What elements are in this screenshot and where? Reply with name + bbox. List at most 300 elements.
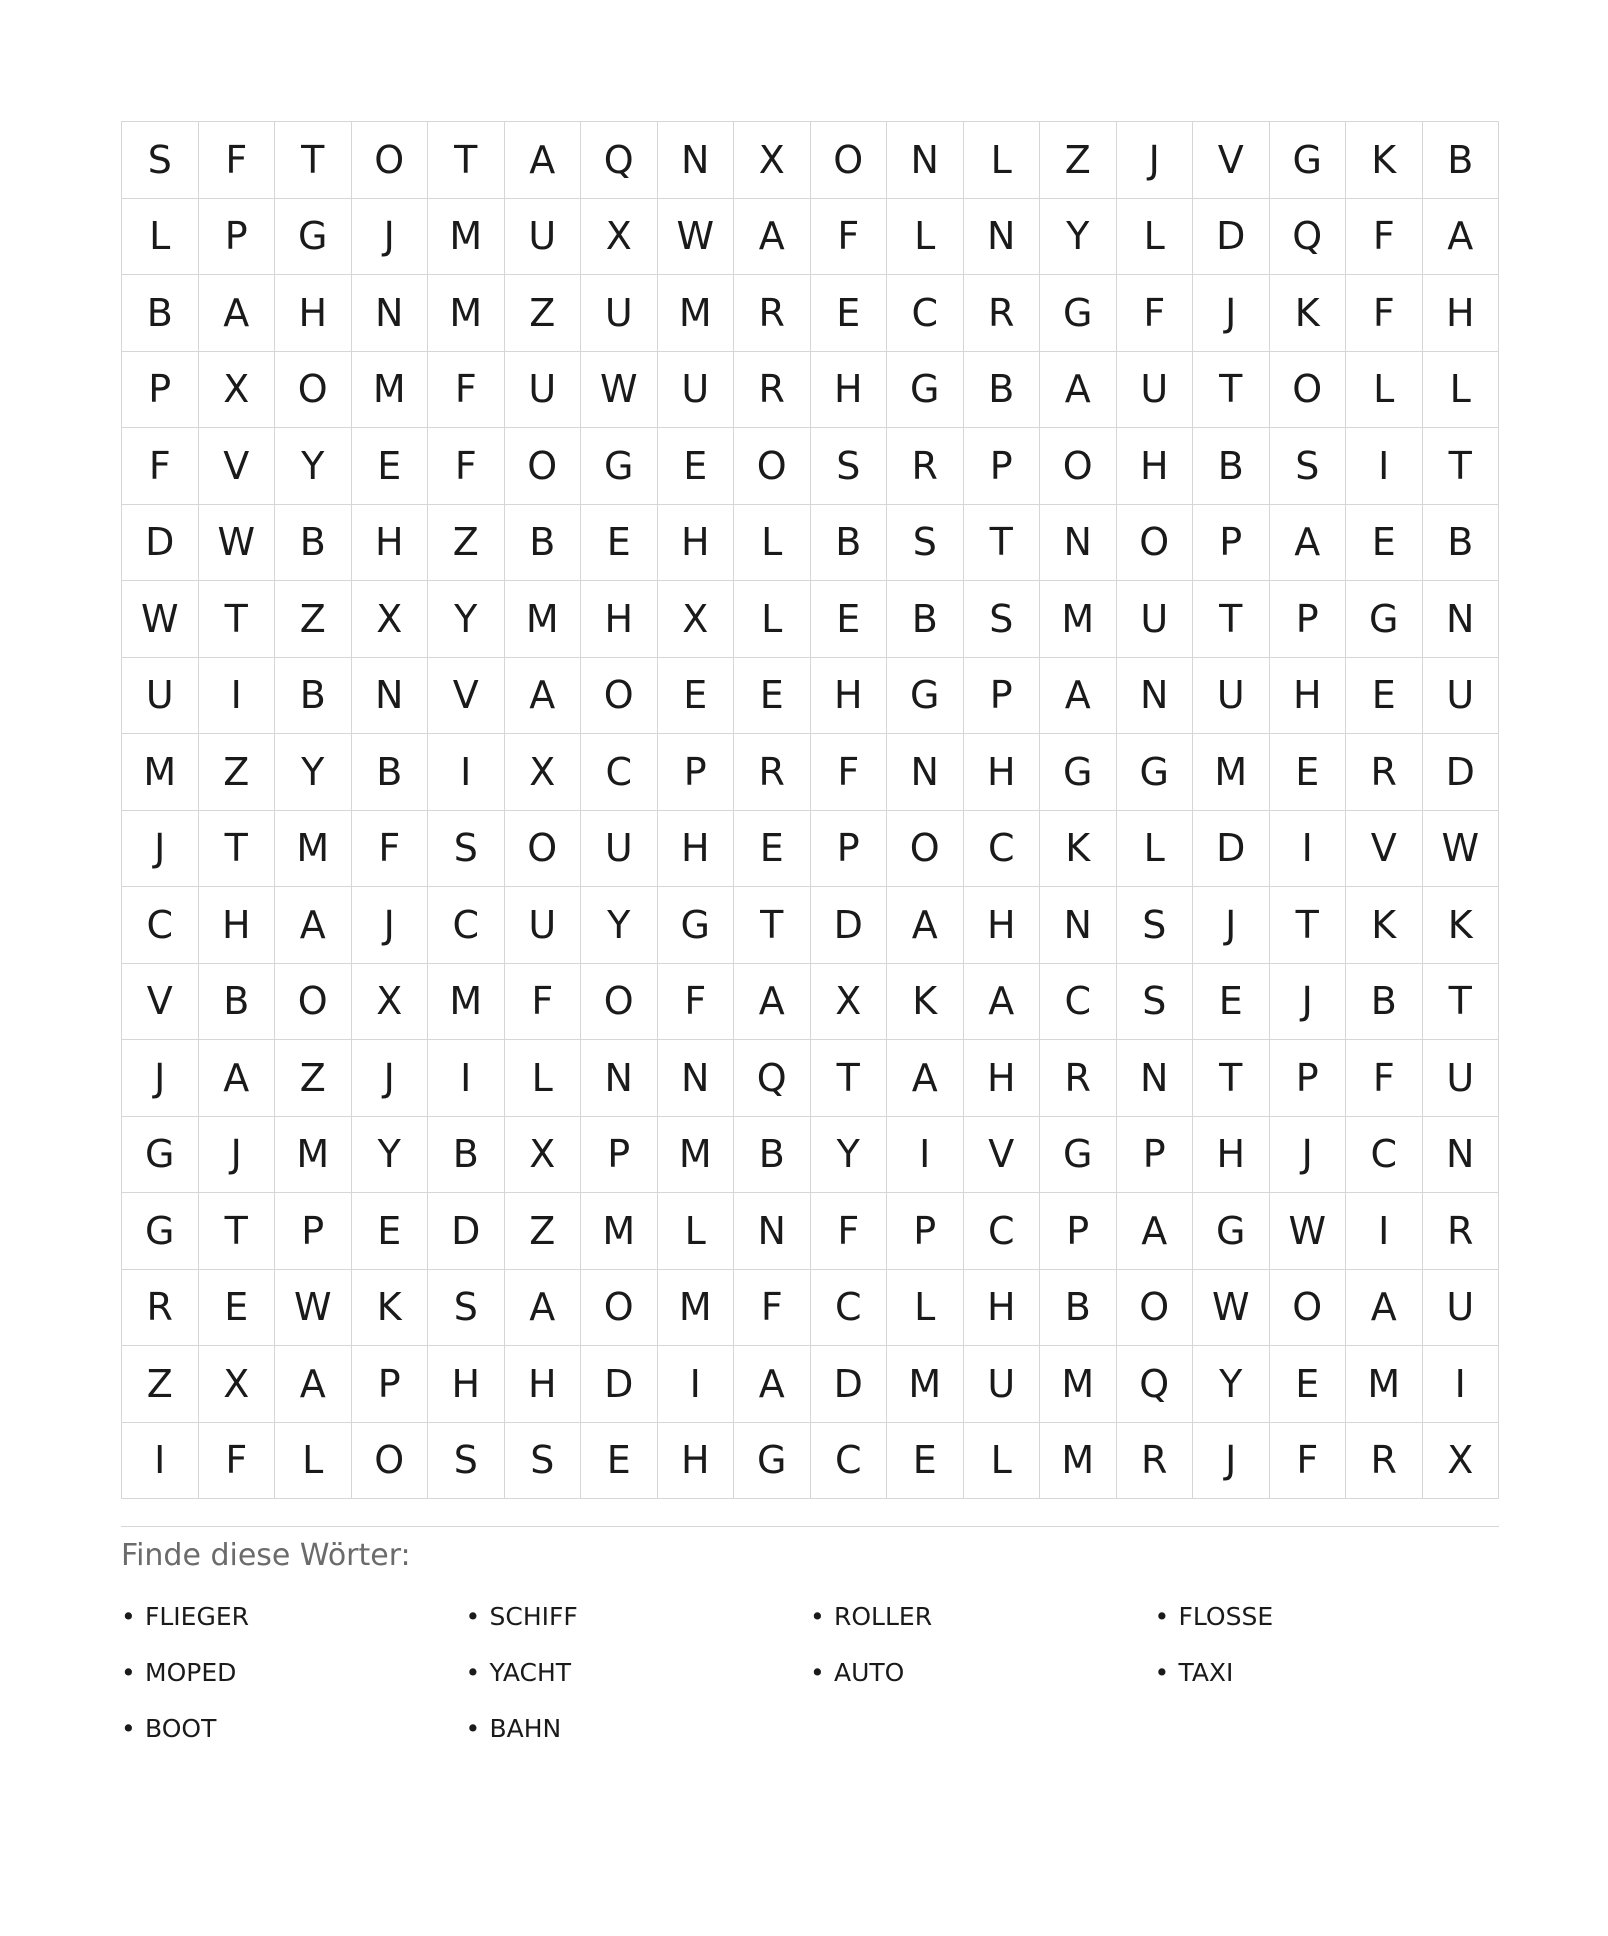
grid-cell[interactable]: D (1423, 734, 1500, 811)
grid-cell[interactable]: O (505, 428, 582, 505)
grid-cell[interactable]: T (1193, 1040, 1270, 1117)
grid-cell[interactable]: T (1193, 581, 1270, 658)
grid-cell[interactable]: B (428, 1117, 505, 1194)
grid-cell[interactable]: D (811, 887, 888, 964)
grid-cell[interactable]: J (122, 811, 199, 888)
grid-cell[interactable]: G (1040, 275, 1117, 352)
grid-cell[interactable]: H (658, 505, 735, 582)
grid-cell[interactable]: W (581, 352, 658, 429)
grid-cell[interactable]: R (122, 1270, 199, 1347)
grid-cell[interactable]: O (1270, 1270, 1347, 1347)
grid-cell[interactable]: S (428, 811, 505, 888)
grid-cell[interactable]: Z (275, 1040, 352, 1117)
grid-cell[interactable]: J (122, 1040, 199, 1117)
grid-cell[interactable]: H (581, 581, 658, 658)
grid-cell[interactable]: A (887, 1040, 964, 1117)
grid-cell[interactable]: C (581, 734, 658, 811)
grid-cell[interactable]: M (352, 352, 429, 429)
grid-cell[interactable]: G (658, 887, 735, 964)
grid-cell[interactable]: H (505, 1346, 582, 1423)
grid-cell[interactable]: K (1423, 887, 1500, 964)
grid-cell[interactable]: B (1193, 428, 1270, 505)
grid-cell[interactable]: E (1270, 734, 1347, 811)
grid-cell[interactable]: T (1423, 428, 1500, 505)
grid-cell[interactable]: Y (1040, 199, 1117, 276)
grid-cell[interactable]: L (275, 1423, 352, 1500)
grid-cell[interactable]: X (658, 581, 735, 658)
grid-cell[interactable]: I (1270, 811, 1347, 888)
grid-cell[interactable]: S (964, 581, 1041, 658)
grid-cell[interactable]: O (734, 428, 811, 505)
grid-cell[interactable]: E (199, 1270, 276, 1347)
grid-cell[interactable]: B (964, 352, 1041, 429)
grid-cell[interactable]: E (811, 275, 888, 352)
grid-cell[interactable]: Y (352, 1117, 429, 1194)
grid-cell[interactable]: Y (581, 887, 658, 964)
grid-cell[interactable]: B (734, 1117, 811, 1194)
grid-cell[interactable]: U (505, 887, 582, 964)
grid-cell[interactable]: F (1346, 275, 1423, 352)
grid-cell[interactable]: E (352, 428, 429, 505)
grid-cell[interactable]: G (1040, 1117, 1117, 1194)
grid-cell[interactable]: T (1270, 887, 1347, 964)
grid-cell[interactable]: X (811, 964, 888, 1041)
grid-cell[interactable]: E (658, 428, 735, 505)
grid-cell[interactable]: C (1346, 1117, 1423, 1194)
grid-cell[interactable]: F (428, 352, 505, 429)
grid-cell[interactable]: M (428, 275, 505, 352)
grid-cell[interactable]: T (275, 122, 352, 199)
grid-cell[interactable]: L (1346, 352, 1423, 429)
grid-cell[interactable]: U (581, 275, 658, 352)
grid-cell[interactable]: G (1346, 581, 1423, 658)
grid-cell[interactable]: U (1423, 1040, 1500, 1117)
grid-cell[interactable]: G (887, 352, 964, 429)
grid-cell[interactable]: J (352, 1040, 429, 1117)
grid-cell[interactable]: A (734, 964, 811, 1041)
grid-cell[interactable]: I (1346, 1193, 1423, 1270)
grid-cell[interactable]: T (811, 1040, 888, 1117)
grid-cell[interactable]: H (964, 1040, 1041, 1117)
grid-cell[interactable]: K (887, 964, 964, 1041)
grid-cell[interactable]: I (122, 1423, 199, 1500)
grid-cell[interactable]: D (811, 1346, 888, 1423)
grid-cell[interactable]: P (658, 734, 735, 811)
grid-cell[interactable]: M (428, 964, 505, 1041)
grid-cell[interactable]: F (122, 428, 199, 505)
grid-cell[interactable]: G (887, 658, 964, 735)
grid-cell[interactable]: K (1346, 887, 1423, 964)
grid-cell[interactable]: C (428, 887, 505, 964)
grid-cell[interactable]: N (1117, 1040, 1194, 1117)
grid-cell[interactable]: M (658, 1270, 735, 1347)
grid-cell[interactable]: K (1346, 122, 1423, 199)
grid-cell[interactable]: K (352, 1270, 429, 1347)
grid-cell[interactable]: B (1423, 505, 1500, 582)
grid-cell[interactable]: X (352, 581, 429, 658)
grid-cell[interactable]: W (199, 505, 276, 582)
grid-cell[interactable]: T (1193, 352, 1270, 429)
grid-cell[interactable]: D (1193, 811, 1270, 888)
grid-cell[interactable]: I (1423, 1346, 1500, 1423)
grid-cell[interactable]: F (352, 811, 429, 888)
grid-cell[interactable]: R (1117, 1423, 1194, 1500)
grid-cell[interactable]: O (275, 352, 352, 429)
grid-cell[interactable]: N (1423, 1117, 1500, 1194)
grid-cell[interactable]: E (734, 658, 811, 735)
grid-cell[interactable]: P (1117, 1117, 1194, 1194)
grid-cell[interactable]: M (1040, 1346, 1117, 1423)
grid-cell[interactable]: H (811, 352, 888, 429)
grid-cell[interactable]: M (658, 1117, 735, 1194)
grid-cell[interactable]: Z (199, 734, 276, 811)
grid-cell[interactable]: E (1346, 658, 1423, 735)
grid-cell[interactable]: U (581, 811, 658, 888)
grid-cell[interactable]: M (505, 581, 582, 658)
grid-cell[interactable]: U (658, 352, 735, 429)
grid-cell[interactable]: R (1346, 734, 1423, 811)
grid-cell[interactable]: V (1193, 122, 1270, 199)
grid-cell[interactable]: N (352, 658, 429, 735)
grid-cell[interactable]: Z (122, 1346, 199, 1423)
grid-cell[interactable]: B (275, 658, 352, 735)
grid-cell[interactable]: M (887, 1346, 964, 1423)
grid-cell[interactable]: S (1270, 428, 1347, 505)
grid-cell[interactable]: M (1040, 1423, 1117, 1500)
grid-cell[interactable]: C (811, 1423, 888, 1500)
grid-cell[interactable]: E (581, 1423, 658, 1500)
grid-cell[interactable]: U (1423, 1270, 1500, 1347)
grid-cell[interactable]: V (122, 964, 199, 1041)
grid-cell[interactable]: L (964, 122, 1041, 199)
grid-cell[interactable]: X (352, 964, 429, 1041)
grid-cell[interactable]: F (658, 964, 735, 1041)
grid-cell[interactable]: F (505, 964, 582, 1041)
grid-cell[interactable]: I (428, 734, 505, 811)
grid-cell[interactable]: A (964, 964, 1041, 1041)
grid-cell[interactable]: A (1346, 1270, 1423, 1347)
grid-cell[interactable]: R (887, 428, 964, 505)
grid-cell[interactable]: L (1423, 352, 1500, 429)
grid-cell[interactable]: D (122, 505, 199, 582)
grid-cell[interactable]: P (1270, 581, 1347, 658)
grid-cell[interactable]: C (887, 275, 964, 352)
grid-cell[interactable]: Q (734, 1040, 811, 1117)
grid-cell[interactable]: I (1346, 428, 1423, 505)
grid-cell[interactable]: W (1270, 1193, 1347, 1270)
grid-cell[interactable]: K (1270, 275, 1347, 352)
grid-cell[interactable]: V (1346, 811, 1423, 888)
grid-cell[interactable]: F (1346, 199, 1423, 276)
grid-cell[interactable]: V (199, 428, 276, 505)
grid-cell[interactable]: M (428, 199, 505, 276)
grid-cell[interactable]: M (122, 734, 199, 811)
grid-cell[interactable]: I (428, 1040, 505, 1117)
grid-cell[interactable]: W (1423, 811, 1500, 888)
grid-cell[interactable]: Z (505, 275, 582, 352)
grid-cell[interactable]: F (811, 734, 888, 811)
grid-cell[interactable]: J (1193, 275, 1270, 352)
grid-cell[interactable]: N (887, 734, 964, 811)
grid-cell[interactable]: N (1423, 581, 1500, 658)
grid-cell[interactable]: W (122, 581, 199, 658)
grid-cell[interactable]: A (1040, 658, 1117, 735)
grid-cell[interactable]: X (581, 199, 658, 276)
grid-cell[interactable]: H (199, 887, 276, 964)
grid-cell[interactable]: I (887, 1117, 964, 1194)
grid-cell[interactable]: G (1040, 734, 1117, 811)
grid-cell[interactable]: V (964, 1117, 1041, 1194)
grid-cell[interactable]: R (734, 352, 811, 429)
grid-cell[interactable]: B (1040, 1270, 1117, 1347)
grid-cell[interactable]: D (1193, 199, 1270, 276)
grid-cell[interactable]: F (1117, 275, 1194, 352)
grid-cell[interactable]: P (122, 352, 199, 429)
grid-cell[interactable]: S (811, 428, 888, 505)
grid-cell[interactable]: A (734, 199, 811, 276)
grid-cell[interactable]: A (1117, 1193, 1194, 1270)
grid-cell[interactable]: M (1193, 734, 1270, 811)
grid-cell[interactable]: J (1270, 964, 1347, 1041)
grid-cell[interactable]: H (1270, 658, 1347, 735)
grid-cell[interactable]: J (1193, 1423, 1270, 1500)
grid-cell[interactable]: M (275, 1117, 352, 1194)
grid-cell[interactable]: E (1346, 505, 1423, 582)
grid-cell[interactable]: O (505, 811, 582, 888)
grid-cell[interactable]: G (1270, 122, 1347, 199)
grid-cell[interactable]: G (1117, 734, 1194, 811)
grid-cell[interactable]: A (887, 887, 964, 964)
grid-cell[interactable]: Y (811, 1117, 888, 1194)
grid-cell[interactable]: O (887, 811, 964, 888)
grid-cell[interactable]: E (734, 811, 811, 888)
grid-cell[interactable]: X (1423, 1423, 1500, 1500)
grid-cell[interactable]: A (275, 887, 352, 964)
grid-cell[interactable]: P (581, 1117, 658, 1194)
grid-cell[interactable]: H (658, 1423, 735, 1500)
grid-cell[interactable]: L (734, 581, 811, 658)
grid-cell[interactable]: L (1117, 199, 1194, 276)
grid-cell[interactable]: I (199, 658, 276, 735)
grid-cell[interactable]: P (964, 658, 1041, 735)
grid-cell[interactable]: S (505, 1423, 582, 1500)
grid-cell[interactable]: U (1117, 581, 1194, 658)
grid-cell[interactable]: T (199, 1193, 276, 1270)
grid-cell[interactable]: E (581, 505, 658, 582)
grid-cell[interactable]: T (199, 581, 276, 658)
grid-cell[interactable]: O (581, 1270, 658, 1347)
grid-cell[interactable]: O (1117, 1270, 1194, 1347)
grid-cell[interactable]: X (199, 1346, 276, 1423)
grid-cell[interactable]: O (581, 964, 658, 1041)
grid-cell[interactable]: B (505, 505, 582, 582)
grid-cell[interactable]: O (1040, 428, 1117, 505)
grid-cell[interactable]: L (505, 1040, 582, 1117)
grid-cell[interactable]: S (887, 505, 964, 582)
grid-cell[interactable]: X (199, 352, 276, 429)
grid-cell[interactable]: R (1423, 1193, 1500, 1270)
grid-cell[interactable]: U (1423, 658, 1500, 735)
grid-cell[interactable]: N (1040, 887, 1117, 964)
grid-cell[interactable]: S (1117, 887, 1194, 964)
grid-cell[interactable]: N (887, 122, 964, 199)
grid-cell[interactable]: P (887, 1193, 964, 1270)
grid-cell[interactable]: N (658, 1040, 735, 1117)
grid-cell[interactable]: M (658, 275, 735, 352)
grid-cell[interactable]: X (505, 734, 582, 811)
grid-cell[interactable]: A (505, 122, 582, 199)
grid-cell[interactable]: N (1040, 505, 1117, 582)
grid-cell[interactable]: T (428, 122, 505, 199)
grid-cell[interactable]: H (352, 505, 429, 582)
grid-cell[interactable]: S (122, 122, 199, 199)
grid-cell[interactable]: F (1346, 1040, 1423, 1117)
grid-cell[interactable]: V (428, 658, 505, 735)
grid-cell[interactable]: Q (1270, 199, 1347, 276)
grid-cell[interactable]: R (1346, 1423, 1423, 1500)
grid-cell[interactable]: I (658, 1346, 735, 1423)
grid-cell[interactable]: O (275, 964, 352, 1041)
grid-cell[interactable]: S (428, 1270, 505, 1347)
grid-cell[interactable]: P (1270, 1040, 1347, 1117)
grid-cell[interactable]: J (1193, 887, 1270, 964)
grid-cell[interactable]: U (1117, 352, 1194, 429)
grid-cell[interactable]: A (275, 1346, 352, 1423)
grid-cell[interactable]: K (1040, 811, 1117, 888)
grid-cell[interactable]: S (1117, 964, 1194, 1041)
grid-cell[interactable]: N (964, 199, 1041, 276)
grid-cell[interactable]: F (428, 428, 505, 505)
grid-cell[interactable]: R (734, 275, 811, 352)
grid-cell[interactable]: C (811, 1270, 888, 1347)
grid-cell[interactable]: O (352, 122, 429, 199)
grid-cell[interactable]: L (734, 505, 811, 582)
grid-cell[interactable]: F (811, 1193, 888, 1270)
grid-cell[interactable]: H (1193, 1117, 1270, 1194)
grid-cell[interactable]: L (658, 1193, 735, 1270)
grid-cell[interactable]: E (887, 1423, 964, 1500)
grid-cell[interactable]: P (199, 199, 276, 276)
grid-cell[interactable]: Z (505, 1193, 582, 1270)
grid-cell[interactable]: N (658, 122, 735, 199)
grid-cell[interactable]: N (734, 1193, 811, 1270)
grid-cell[interactable]: N (1117, 658, 1194, 735)
grid-cell[interactable]: O (352, 1423, 429, 1500)
grid-cell[interactable]: M (581, 1193, 658, 1270)
grid-cell[interactable]: G (581, 428, 658, 505)
grid-cell[interactable]: G (122, 1117, 199, 1194)
grid-cell[interactable]: H (811, 658, 888, 735)
grid-cell[interactable]: R (964, 275, 1041, 352)
grid-cell[interactable]: O (581, 658, 658, 735)
grid-cell[interactable]: W (275, 1270, 352, 1347)
grid-cell[interactable]: L (964, 1423, 1041, 1500)
grid-cell[interactable]: M (1346, 1346, 1423, 1423)
grid-cell[interactable]: A (505, 658, 582, 735)
grid-cell[interactable]: U (122, 658, 199, 735)
grid-cell[interactable]: N (352, 275, 429, 352)
grid-cell[interactable]: B (275, 505, 352, 582)
grid-cell[interactable]: P (1040, 1193, 1117, 1270)
grid-cell[interactable]: F (734, 1270, 811, 1347)
grid-cell[interactable]: T (964, 505, 1041, 582)
grid-cell[interactable]: P (1193, 505, 1270, 582)
grid-cell[interactable]: C (1040, 964, 1117, 1041)
grid-cell[interactable]: A (1423, 199, 1500, 276)
grid-cell[interactable]: H (964, 1270, 1041, 1347)
grid-cell[interactable]: B (352, 734, 429, 811)
grid-cell[interactable]: E (352, 1193, 429, 1270)
grid-cell[interactable]: Z (428, 505, 505, 582)
grid-cell[interactable]: A (1040, 352, 1117, 429)
grid-cell[interactable]: P (811, 811, 888, 888)
grid-cell[interactable]: H (1117, 428, 1194, 505)
grid-cell[interactable]: J (352, 887, 429, 964)
grid-cell[interactable]: F (199, 1423, 276, 1500)
grid-cell[interactable]: B (122, 275, 199, 352)
grid-cell[interactable]: B (199, 964, 276, 1041)
grid-cell[interactable]: B (811, 505, 888, 582)
grid-cell[interactable]: G (1193, 1193, 1270, 1270)
grid-cell[interactable]: M (275, 811, 352, 888)
grid-cell[interactable]: R (734, 734, 811, 811)
grid-cell[interactable]: E (811, 581, 888, 658)
grid-cell[interactable]: N (581, 1040, 658, 1117)
grid-cell[interactable]: F (1270, 1423, 1347, 1500)
grid-cell[interactable]: U (505, 199, 582, 276)
grid-cell[interactable]: B (1423, 122, 1500, 199)
grid-cell[interactable]: C (964, 1193, 1041, 1270)
grid-cell[interactable]: T (1423, 964, 1500, 1041)
grid-cell[interactable]: G (122, 1193, 199, 1270)
grid-cell[interactable]: H (1423, 275, 1500, 352)
grid-cell[interactable]: Z (275, 581, 352, 658)
grid-cell[interactable]: F (811, 199, 888, 276)
grid-cell[interactable]: X (734, 122, 811, 199)
grid-cell[interactable]: L (887, 1270, 964, 1347)
grid-cell[interactable]: J (1117, 122, 1194, 199)
grid-cell[interactable]: O (1270, 352, 1347, 429)
grid-cell[interactable]: U (505, 352, 582, 429)
grid-cell[interactable]: Q (1117, 1346, 1194, 1423)
grid-cell[interactable]: R (1040, 1040, 1117, 1117)
grid-cell[interactable]: L (122, 199, 199, 276)
grid-cell[interactable]: O (1117, 505, 1194, 582)
grid-cell[interactable]: J (1270, 1117, 1347, 1194)
grid-cell[interactable]: E (1193, 964, 1270, 1041)
grid-cell[interactable]: Y (428, 581, 505, 658)
grid-cell[interactable]: W (1193, 1270, 1270, 1347)
grid-cell[interactable]: H (275, 275, 352, 352)
grid-cell[interactable]: Z (1040, 122, 1117, 199)
grid-cell[interactable]: U (964, 1346, 1041, 1423)
grid-cell[interactable]: G (734, 1423, 811, 1500)
grid-cell[interactable]: D (428, 1193, 505, 1270)
grid-cell[interactable]: C (122, 887, 199, 964)
grid-cell[interactable]: E (1270, 1346, 1347, 1423)
grid-cell[interactable]: P (964, 428, 1041, 505)
grid-cell[interactable]: C (964, 811, 1041, 888)
grid-cell[interactable]: A (734, 1346, 811, 1423)
grid-cell[interactable]: W (658, 199, 735, 276)
grid-cell[interactable]: Y (275, 734, 352, 811)
grid-cell[interactable]: L (887, 199, 964, 276)
grid-cell[interactable]: J (352, 199, 429, 276)
grid-cell[interactable]: S (428, 1423, 505, 1500)
grid-cell[interactable]: Y (275, 428, 352, 505)
grid-cell[interactable]: Y (1193, 1346, 1270, 1423)
grid-cell[interactable]: H (428, 1346, 505, 1423)
